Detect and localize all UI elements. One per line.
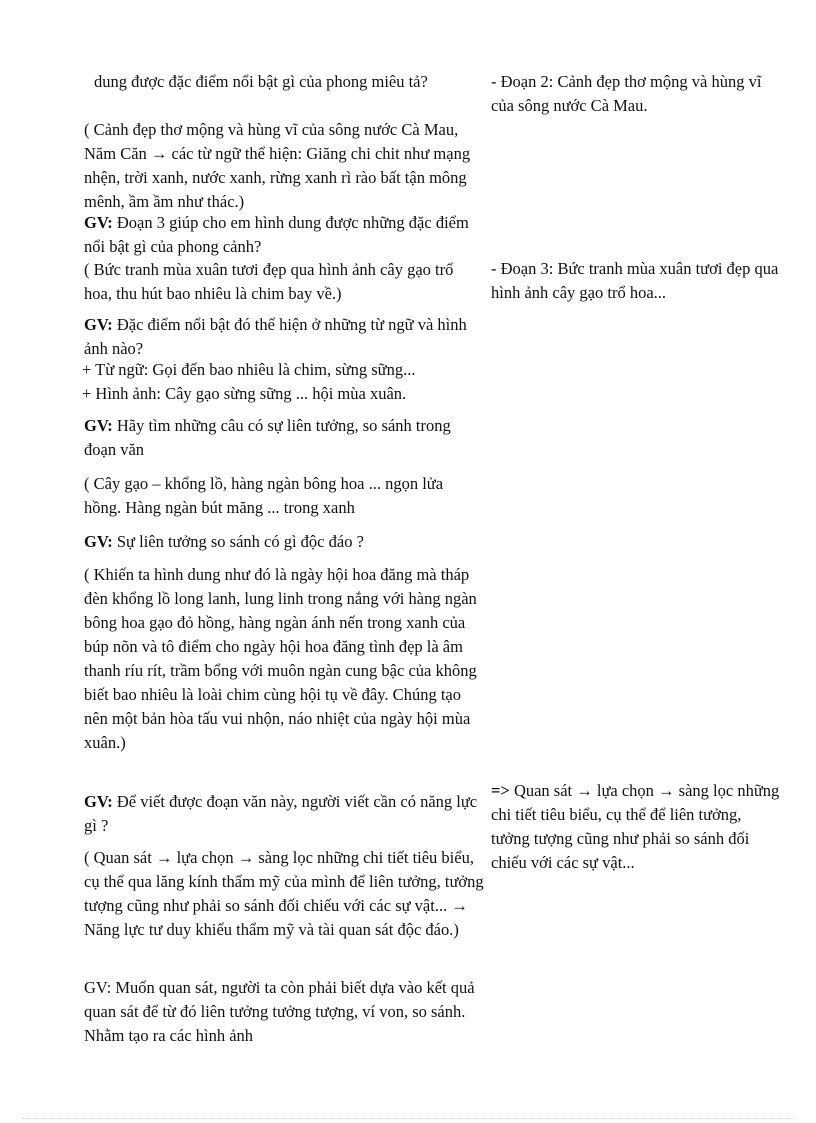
question-6: GV: Sự liên tưởng so sánh có gì độc đáo ?	[84, 532, 364, 551]
answer-3: ( Bức tranh mùa xuân tươi đẹp qua hình ảnh cây gạo trổ hoa, thu hút bao nhiêu là chim bay về.)	[84, 260, 454, 303]
paragraph-2: ( Cảnh đẹp thơ mộng và hùng vĩ của sông nước Cà Mau, Năm Căn → các từ ngữ thể hiện: Giăng chi chit như mạng nhện, trời xanh, nước xanh, rừng xanh rì rào bất tận mông mênh, ầm ầm như thác.)	[84, 120, 471, 211]
gv-label: GV:	[84, 792, 113, 811]
question-5: GV: Hãy tìm những câu có sự liên tưởng, so sánh trong đoạn văn	[84, 416, 451, 459]
answer-7: ( Quan sát → lựa chọn → sàng lọc những chi tiết tiêu biểu, cụ thể qua lăng kính thẩm mỹ của mình để liên tưởng, tưởng tượng cũng như phải so sánh đối chiếu với các sự vật... → Năng lực tư duy khiếu thẩm mỹ và tài quan sát độc đáo.)	[84, 848, 484, 939]
paragraph-final: GV: Muốn quan sát, người ta còn phải biết dựa vào kết quả quan sát để từ đó liên tưởng tưởng tượng, ví von, so sánh. Nhằm tạo ra các hình ảnh	[84, 978, 475, 1045]
answer-6: ( Khiến ta hình dung như đó là ngày hội hoa đăng mà tháp đèn khổng lồ long lanh, lung linh trong nắng với hàng ngàn bông hoa gạo đỏ hồng, hàng ngàn ánh nến trong xanh của búp nõn và tô điểm cho ngày hội hoa đăng tình đẹp là âm thanh ríu rít, trầm bổng với muôn ngàn cung bậc của không biết bao nhiêu là loài chim cùng hội tụ về đây. Chúng tạo nên một bản hòa tấu vui nhộn, náo nhiệt của ngày hội mùa xuân.)	[84, 565, 477, 752]
gv-label: GV:	[84, 315, 113, 334]
paragraph-1: dung được đặc điểm nổi bật gì của phong miêu tả?	[94, 72, 428, 91]
summary-section-3: - Đoạn 3: Bức tranh mùa xuân tươi đẹp qua hình ảnh cây gạo trổ hoa...	[491, 259, 779, 302]
gv-label: GV:	[84, 532, 113, 551]
summary-conclusion: => Quan sát → lựa chọn → sàng lọc những chi tiết tiêu biểu, cụ thể để liên tưởng, tưởng tượng cũng như phải so sánh đối chiếu với các sự vật...	[491, 781, 780, 872]
arrow-label: =>	[491, 781, 510, 800]
answer-words: + Từ ngữ: Gọi đến bao nhiêu là chim, sừng sững...	[82, 360, 416, 379]
page-bottom-divider	[22, 1118, 794, 1119]
question-7: GV: Để viết được đoạn văn này, người viết cần có năng lực gì ?	[84, 792, 478, 835]
question-4: GV: Đặc điểm nổi bật đó thể hiện ở những từ ngữ và hình ảnh nào?	[84, 315, 467, 358]
answer-5: ( Cây gạo – khổng lồ, hàng ngàn bông hoa ... ngọn lửa hồng. Hàng ngàn bút măng ... trong xanh	[84, 474, 444, 517]
question-3: GV: Đoạn 3 giúp cho em hình dung được những đặc điểm nổi bật gì của phong cảnh?	[84, 213, 469, 256]
summary-section-2: - Đoạn 2: Cảnh đẹp thơ mộng và hùng vĩ của sông nước Cà Mau.	[491, 72, 762, 115]
gv-label: GV:	[84, 213, 113, 232]
answer-images: + Hình ảnh: Cây gạo sừng sững ... hội mùa xuân.	[82, 384, 407, 403]
gv-label: GV:	[84, 416, 113, 435]
